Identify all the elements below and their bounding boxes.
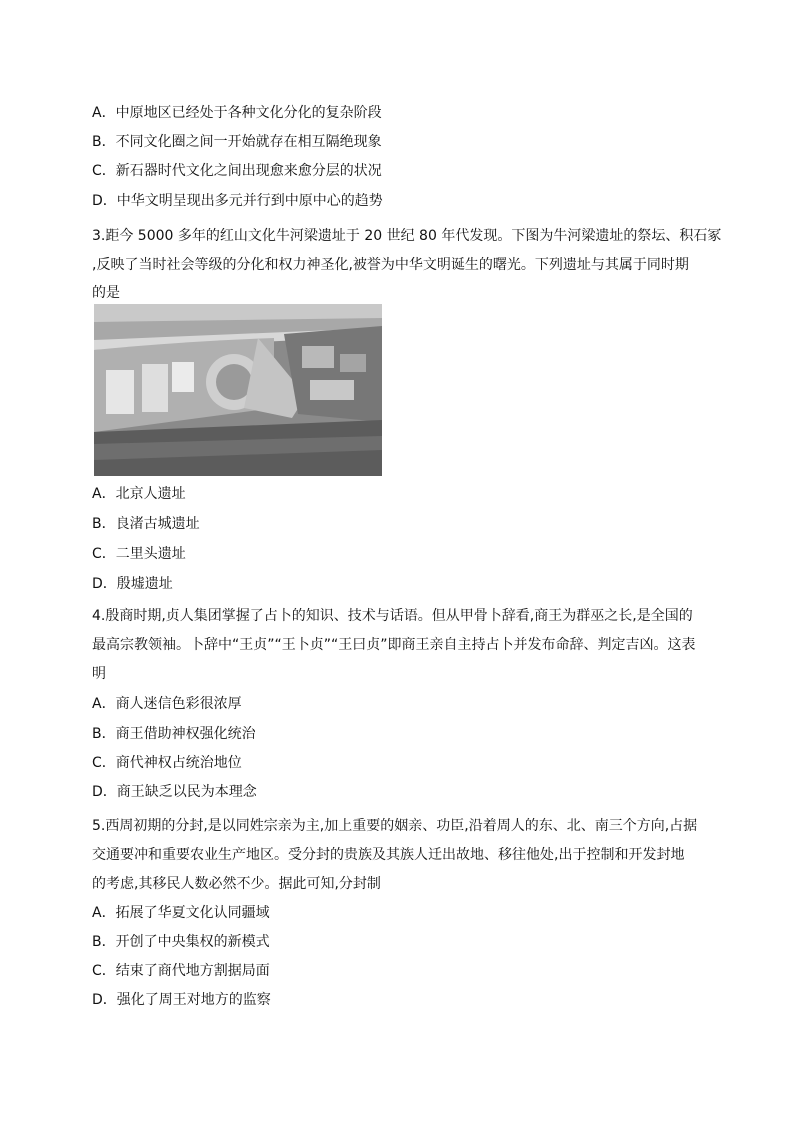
q5-option-d: D．强化了周王对地方的监察 [92,992,271,1008]
q4-option-a: A．商人迷信色彩很浓厚 [92,696,242,712]
q4-option-b: B．商王借助神权强化统治 [92,726,256,742]
q3-stem-line-1: 3.距今 5000 多年的红山文化牛河梁遗址于 20 世纪 80 年代发现。下图为牛河梁遗址的祭坛、积石冢 [92,228,722,244]
q2-option-d: D．中华文明呈现出多元并行到中原中心的趋势 [92,193,383,209]
q2-option-c: C．新石器时代文化之间出现愈来愈分层的状况 [92,163,382,179]
q4-stem-line-3: 明 [92,666,106,682]
q2-option-b: B．不同文化圈之间一开始就存在相互隔绝现象 [92,134,382,150]
q5-option-c: C．结束了商代地方割据局面 [92,963,270,979]
q3-option-d: D．殷墟遗址 [92,576,173,592]
q5-stem-line-3: 的考虑,其移民人数必然不少。据此可知,分封制 [92,876,381,892]
q5-option-a: A．拓展了华夏文化认同疆域 [92,905,270,921]
q4-option-c: C．商代神权占统治地位 [92,755,242,771]
q2-option-a: A．中原地区已经处于各种文化分化的复杂阶段 [92,105,382,121]
q5-option-b: B．开创了中央集权的新模式 [92,934,270,950]
q3-option-b: B．良渚古城遗址 [92,516,200,532]
q4-option-d: D．商王缺乏以民为本理念 [92,784,257,800]
niuheliang-site-photo [94,304,382,476]
q5-stem-line-2: 交通要冲和重要农业生产地区。受分封的贵族及其族人迁出故地、移往他处,出于控制和开发封地 [92,847,685,863]
q3-stem-line-2: ,反映了当时社会等级的分化和权力神圣化,被誉为中华文明诞生的曙光。下列遗址与其属于同时期 [92,257,689,273]
q5-stem-line-1: 5.西周初期的分封,是以同姓宗亲为主,加上重要的姻亲、功臣,沿着周人的东、北、南三个方向,占据 [92,818,698,834]
q4-stem-line-2: 最高宗教领袖。卜辞中“王贞”“王卜贞”“王曰贞”即商王亲自主持占卜并发布命辞、判定吉凶。这表 [92,637,696,653]
q3-option-a: A．北京人遗址 [92,486,186,502]
q4-stem-line-1: 4.殷商时期,贞人集团掌握了占卜的知识、技术与话语。但从甲骨卜辞看,商王为群巫之长,是全国的 [92,608,693,624]
q3-stem-line-3: 的是 [92,285,120,301]
q3-option-c: C．二里头遗址 [92,546,186,562]
